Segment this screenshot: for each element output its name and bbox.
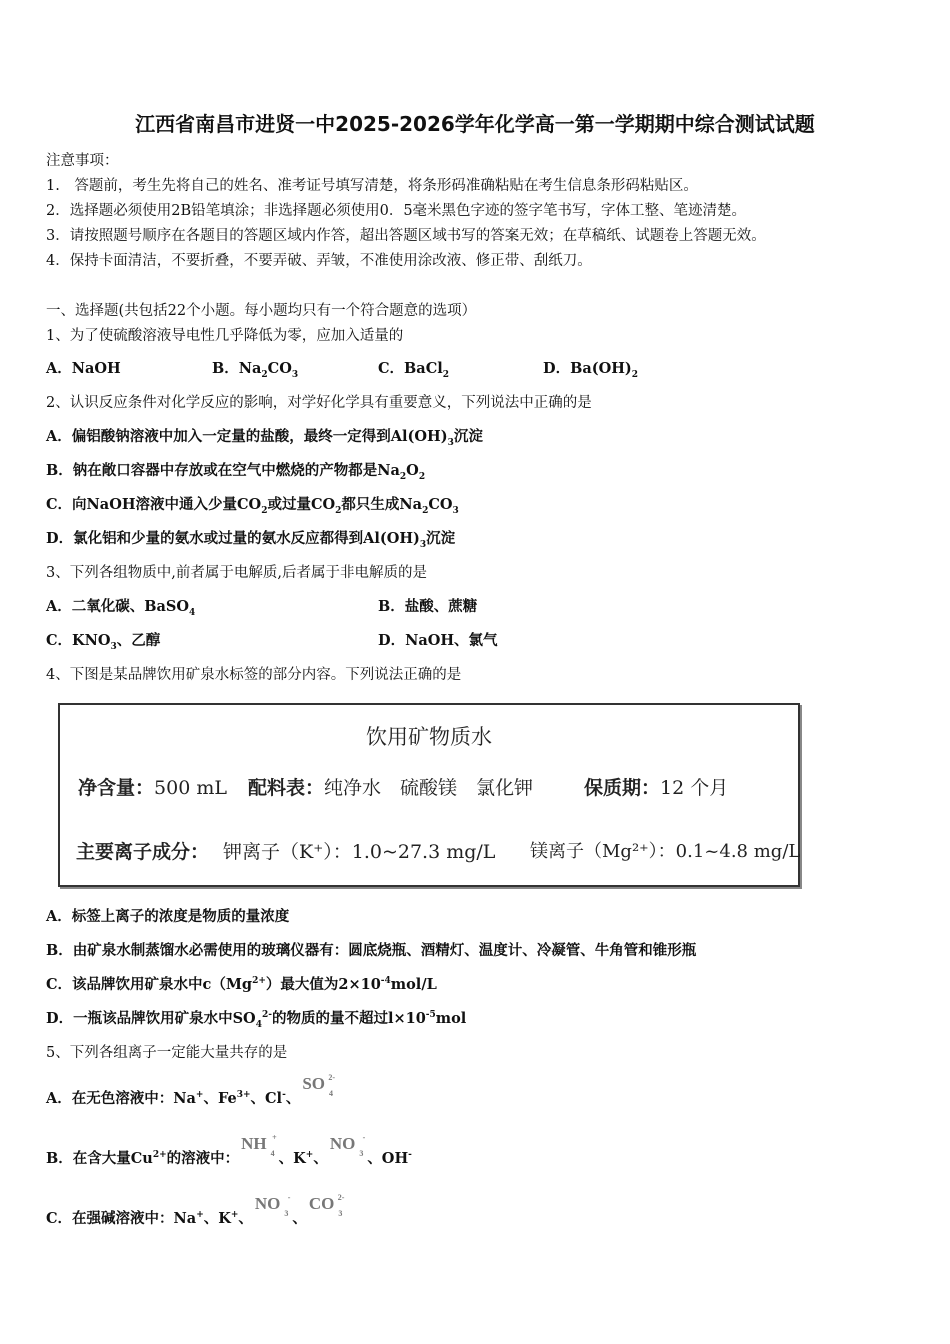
text-segment: mol xyxy=(435,1010,467,1027)
ion-symbol: NH xyxy=(241,1134,267,1153)
text-segment: CO xyxy=(267,360,292,377)
text-segment: 沉淀 xyxy=(426,530,456,547)
subscript: 2 xyxy=(261,505,268,516)
mineral-water-label-image xyxy=(58,703,800,887)
text-segment: 3、下列各组物质中,前者属于电解质,后者属于非电解质的是 xyxy=(46,565,427,581)
subscript: 2 xyxy=(422,505,429,516)
ion-charge: - xyxy=(362,1133,366,1142)
exam-title: 江西省南昌市进贤一中2025-2026学年化学高一第一学期期中综合测试试题 xyxy=(135,112,815,136)
net-content-value: 500 mL xyxy=(154,777,227,799)
section-heading: 一、选择题(共包括22个小题。每小题均只有一个符合题意的选项） xyxy=(46,303,477,319)
text-segment: C．在强碱溶液中：Na xyxy=(46,1210,197,1227)
answer-option xyxy=(543,359,638,379)
superscript: + xyxy=(305,1150,314,1161)
text-segment: 、K xyxy=(203,1210,231,1227)
answer-option xyxy=(46,359,121,379)
ion-subscript: 3 xyxy=(338,1209,343,1218)
answer-option xyxy=(46,941,696,961)
superscript: 2+ xyxy=(252,976,266,987)
ion-subscript: 3 xyxy=(359,1149,364,1158)
ion-formula xyxy=(308,1193,345,1218)
shelf-life-value: 12 个月 xyxy=(660,777,729,799)
ion-formula xyxy=(254,1193,291,1218)
text-segment: B．Na xyxy=(212,360,262,377)
ion-subscript: 4 xyxy=(270,1149,275,1158)
answer-option xyxy=(46,597,195,617)
question-stem xyxy=(46,326,403,346)
text-segment: A．二氧化碳、BaSO xyxy=(46,598,190,615)
text-segment: 1、为了使硫酸溶液导电性几乎降低为零，应加入适量的 xyxy=(46,328,404,344)
text-segment: 5、下列各组离子一定能大量共存的是 xyxy=(46,1045,288,1061)
superscript: + xyxy=(196,1210,204,1221)
superscript: - xyxy=(408,1150,412,1161)
text-segment: 、 xyxy=(238,1210,253,1227)
notice-heading: 注意事项： xyxy=(46,153,119,169)
ion-subscript: 3 xyxy=(284,1209,289,1218)
text-segment: 、乙醇 xyxy=(116,632,161,649)
subscript: 3 xyxy=(419,539,427,550)
text-segment: 、Fe xyxy=(203,1090,237,1107)
text-segment: 的溶液中： xyxy=(166,1150,240,1167)
text-segment: 都只生成Na xyxy=(341,496,423,513)
subscript: 3 xyxy=(447,437,454,448)
text-segment: D．氯化铝和少量的氨水或过量的氨水反应都得到Al(OH) xyxy=(46,530,420,547)
answer-option xyxy=(46,461,425,481)
answer-option xyxy=(46,529,455,549)
subscript: 4 xyxy=(255,1019,262,1030)
subscript: 2 xyxy=(261,369,268,380)
ion-symbol: NO xyxy=(329,1134,356,1153)
subscript: 2 xyxy=(418,471,426,482)
text-segment: 2、认识反应条件对化学反应的影响，对学好化学具有重要意义，下列说法中正确的是 xyxy=(46,395,592,411)
answer-option xyxy=(46,1193,346,1229)
ion-subscript: 4 xyxy=(329,1089,333,1098)
notice-item: 3．请按照题号顺序在各题目的答题区域内作答，超出答题区域书写的答案无效；在草稿纸、试题卷上答题无效。 xyxy=(46,228,766,244)
text-segment: 、OH xyxy=(367,1150,409,1167)
ion-charge: - xyxy=(287,1193,291,1202)
answer-option xyxy=(46,1133,412,1169)
text-segment: A．偏铝酸钠溶液中加入一定量的盐酸，最终一定得到Al(OH) xyxy=(46,428,448,445)
ion-symbol: CO xyxy=(308,1194,335,1213)
text-segment: ）最大值为2×10 xyxy=(265,976,381,993)
ingredients-value: 纯净水 硫酸镁 氯化钾 xyxy=(324,777,534,799)
subscript: 4 xyxy=(189,607,196,618)
text-segment: 、K xyxy=(278,1150,306,1167)
subscript: 3 xyxy=(110,641,117,652)
shelf-life-label: 保质期： xyxy=(584,777,661,799)
superscript: 3+ xyxy=(236,1090,251,1101)
text-segment: 的物质的量不超过l×10 xyxy=(271,1010,426,1027)
ion-symbol: NO xyxy=(254,1194,281,1213)
answer-option xyxy=(46,1073,337,1109)
answer-option xyxy=(378,631,498,651)
text-segment: C．向NaOH溶液中通入少量CO xyxy=(46,496,262,513)
text-segment: mol/L xyxy=(390,976,437,993)
text-segment: 或过量CO xyxy=(267,496,336,513)
notice-item: 1. 答题前，考生先将自己的姓名、准考证号填写清楚，将条形码准确粘贴在考生信息条形码粘贴区。 xyxy=(46,178,698,194)
notice-item: 2．选择题必须使用2B铅笔填涂；非选择题必须使用0．5毫米黑色字迹的签字笔书写，字体工整、笔迹清楚。 xyxy=(46,203,747,219)
text-segment: D．NaOH、氯气 xyxy=(378,632,498,649)
net-content-label: 净含量： xyxy=(78,777,155,799)
superscript: 2+ xyxy=(152,1150,167,1161)
text-segment: B．钠在敞口容器中存放或在空气中燃烧的产物都是Na xyxy=(46,462,400,479)
question-stem xyxy=(46,393,592,413)
text-segment: O xyxy=(406,462,419,479)
text-segment: C．该品牌饮用矿泉水中c（Mg xyxy=(46,976,253,993)
superscript: 2- xyxy=(261,1010,272,1021)
answer-option xyxy=(46,427,483,447)
text-segment: 沉淀 xyxy=(453,428,483,445)
superscript: + xyxy=(195,1090,204,1101)
text-segment: 、 xyxy=(292,1210,307,1227)
text-segment: CO xyxy=(428,496,453,513)
subscript: 3 xyxy=(452,505,459,516)
answer-option xyxy=(46,975,437,995)
text-segment: 、 xyxy=(285,1090,301,1107)
answer-option xyxy=(378,597,477,617)
ion-formula xyxy=(329,1133,366,1158)
magnesium-value: 镁离子（Mg²⁺）：0.1~4.8 mg/L xyxy=(530,841,801,862)
subscript: 3 xyxy=(291,369,299,380)
text-segment: A．NaOH xyxy=(46,360,121,377)
text-segment: C．KNO xyxy=(46,632,111,649)
text-segment: 、 xyxy=(313,1150,328,1167)
superscript: -4 xyxy=(380,976,391,987)
superscript: - xyxy=(282,1090,286,1101)
question-stem xyxy=(46,665,461,685)
text-segment: 、Cl xyxy=(250,1090,283,1107)
answer-option xyxy=(46,907,289,927)
text-segment: A．标签上离子的浓度是物质的量浓度 xyxy=(46,908,290,925)
label-title: 饮用矿物质水 xyxy=(366,725,492,749)
notice-item: 4．保持卡面清洁，不要折叠，不要弄破、弄皱，不准使用涂改液、修正带、刮纸刀。 xyxy=(46,253,592,269)
potassium-value: 钾离子（K⁺）：1.0~27.3 mg/L xyxy=(223,841,496,863)
text-segment: B．由矿泉水制蒸馏水必需使用的玻璃仪器有：圆底烧瓶、酒精灯、温度计、冷凝管、牛角管和锥形瓶 xyxy=(46,942,697,959)
answer-option xyxy=(46,631,160,651)
answer-option xyxy=(46,495,459,515)
text-segment: 4、下图是某品牌饮用矿泉水标签的部分内容。下列说法正确的是 xyxy=(46,667,462,683)
text-segment: C．BaCl xyxy=(378,360,443,377)
ion-charge: + xyxy=(272,1133,277,1142)
text-segment: D．Ba(OH) xyxy=(543,360,632,377)
ion-formula xyxy=(302,1073,335,1098)
subscript: 2 xyxy=(442,369,450,380)
subscript: 2 xyxy=(399,471,407,482)
subscript: 2 xyxy=(335,505,342,516)
ion-charge: 2- xyxy=(328,1073,335,1082)
answer-option xyxy=(46,1009,466,1029)
question-stem xyxy=(46,563,427,583)
ingredients-label: 配料表： xyxy=(248,777,325,799)
superscript: -5 xyxy=(425,1010,436,1021)
ion-formula xyxy=(241,1133,277,1158)
text-segment: B．在含大量Cu xyxy=(46,1150,153,1167)
answer-option xyxy=(378,359,449,379)
answer-option xyxy=(212,359,298,379)
subscript: 2 xyxy=(631,369,639,380)
text-segment: A．在无色溶液中：Na xyxy=(46,1090,196,1107)
question-stem xyxy=(46,1043,287,1063)
ions-label: 主要离子成分： xyxy=(76,841,210,863)
ion-symbol: SO xyxy=(302,1074,325,1093)
text-segment: B．盐酸、蔗糖 xyxy=(378,598,478,615)
superscript: + xyxy=(230,1210,239,1221)
text-segment: D．一瓶该品牌饮用矿泉水中SO xyxy=(46,1010,256,1027)
ion-charge: 2- xyxy=(337,1193,345,1202)
